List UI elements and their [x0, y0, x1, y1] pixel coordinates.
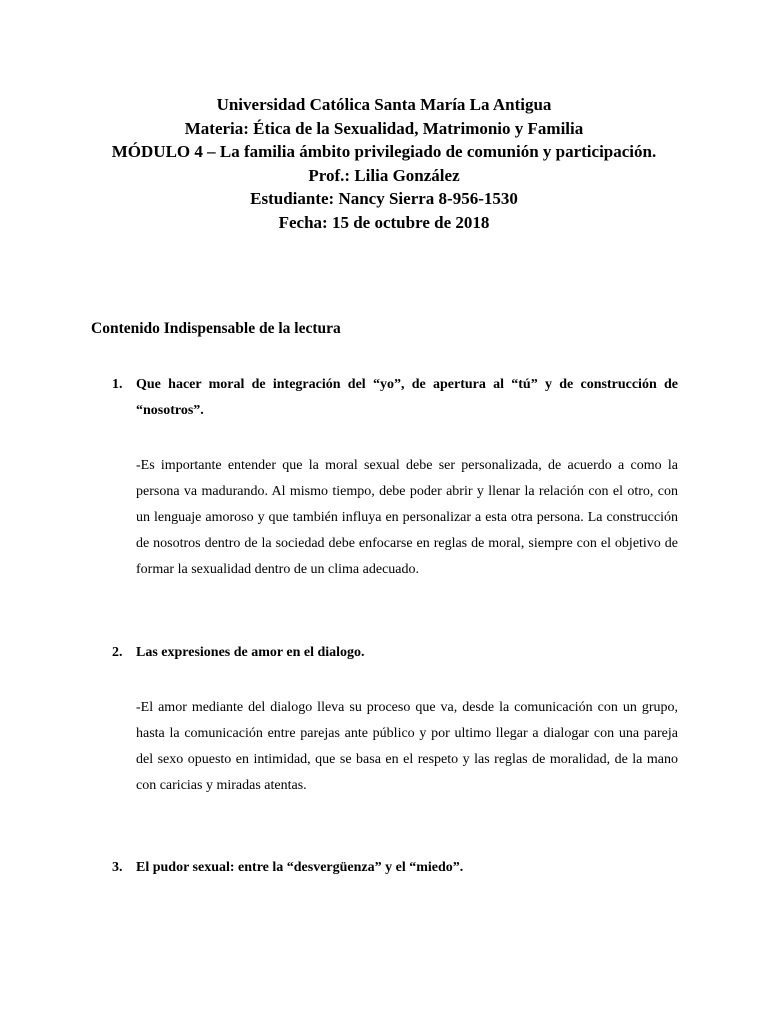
subject-line: Materia: Ética de la Sexualidad, Matrimonio y Familia	[184, 118, 584, 138]
item-number: 3.	[112, 860, 123, 875]
document-header	[0, 93, 768, 234]
professor-line: Prof.: Lilia González	[308, 165, 460, 185]
module-line: MÓDULO 4 – La familia ámbito privilegiado de comunión y participación.	[111, 142, 657, 161]
student-line: Estudiante: Nancy Sierra 8-956-1530	[250, 189, 518, 208]
list-item	[112, 640, 678, 666]
item-number: 1.	[112, 377, 123, 392]
section-title: Contenido Indispensable de la lectura	[91, 320, 341, 337]
list-item	[112, 372, 678, 424]
item-heading: Que hacer moral de integración del “yo”, de apertura al “tú” y de construcción de “nosotros”.	[136, 377, 678, 418]
item-heading: El pudor sexual: entre la “desvergüenza” y el “miedo”.	[136, 860, 464, 875]
list-item	[112, 855, 678, 881]
item-body: -Es importante entender que la moral sexual debe ser personalizada, de acuerdo a como la persona va madurando. Al mismo tiempo, debe poder abrir y llenar la relación con el otro, con un lenguaje amoroso y que también influya en personalizar a esta otra persona. La construcción de nosotros dentro de la sociedad debe enfocarse en reglas de moral, siempre con el objetivo de formar la sexualidad dentro de un clima adecuado.	[136, 458, 678, 577]
item-heading: Las expresiones de amor en el dialogo.	[136, 645, 365, 660]
date-line: Fecha: 15 de octubre de 2018	[278, 212, 490, 232]
item-number: 2.	[112, 645, 123, 660]
item-body: -El amor mediante del dialogo lleva su proceso que va, desde la comunicación con un grupo, hasta la comunicación entre parejas ante público y por ultimo llegar a dialogar con una pareja del sexo opuesto en intimidad, que se basa en el respeto y las reglas de moralidad, de la mano con caricias y miradas atentas.	[136, 700, 678, 793]
university-name: Universidad Católica Santa María La Antigua	[216, 95, 552, 114]
